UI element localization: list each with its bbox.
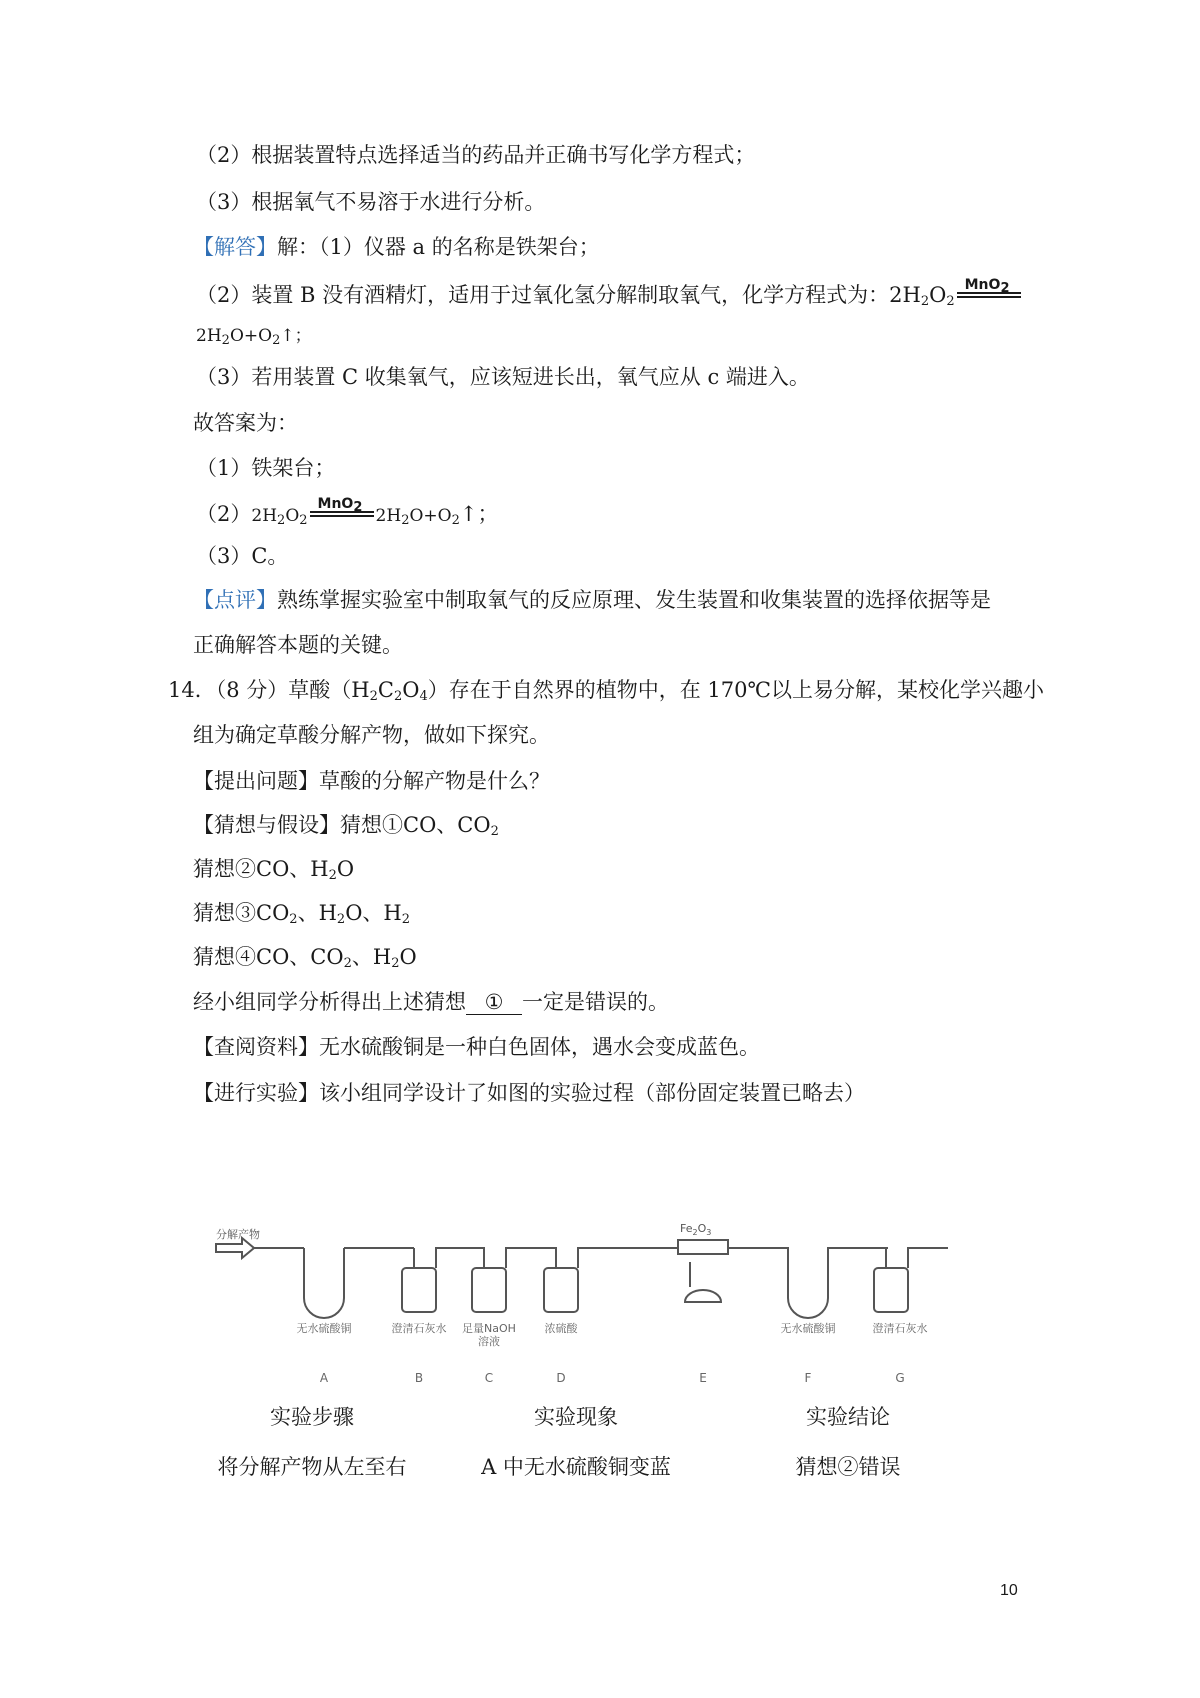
label-b: 澄清石灰水 <box>391 1322 447 1335</box>
answer-line <box>193 232 600 262</box>
question-14: 14．（8 分）草酸$(H_2C_2O_4)$存在于自然界的植物中，在 170℃以上易分解，某校化学兴趣小 <box>168 678 1044 704</box>
table-cell-phenomenon: A 中无水硫酸铜变蓝 <box>481 1455 671 1479</box>
letter-b: B <box>414 1371 424 1385</box>
line-8: （1）铁架台； <box>196 456 336 480</box>
label-c: 足量NaOH <box>462 1322 516 1335</box>
apparatus-diagram <box>210 1222 970 1392</box>
letter-c: C <box>484 1371 494 1385</box>
table-header-phenomenon: 实验现象 <box>534 1405 618 1429</box>
label-g: 澄清石灰水 <box>872 1322 928 1335</box>
answer-text: 解：（1）仪器 a 的名称是铁架台； <box>277 235 600 259</box>
catalyst-mark: MnO$_2$ <box>957 278 1021 306</box>
conclude-line: 经小组同学分析得出上述猜想 ① 一定是错误的。 <box>193 990 669 1014</box>
guess-3: 猜想$③CO_2$、$H_2O$、$H_2$ <box>193 901 410 927</box>
label-c2: 溶液 <box>478 1335 500 1348</box>
comment-line: 【点评】熟练掌握实验室中制取氧气的反应原理、发生装置和收集装置的选择依据等是 <box>193 588 991 612</box>
guess-2: 猜想②CO、$H_2O$ <box>193 857 355 883</box>
diagram-fe-label: $Fe_2O_3$ <box>680 1222 712 1237</box>
line-2: （3）根据氧气不易溶于水进行分析。 <box>196 190 546 214</box>
table-cell-step: 将分解产物从左至右 <box>217 1455 407 1479</box>
comment-tag: 【点评】 <box>193 588 277 612</box>
letter-f: F <box>804 1371 812 1385</box>
experiment-line: 【进行实验】该小组同学设计了如图的实验过程（部份固定装置已略去） <box>193 1081 865 1105</box>
line-9: $(2)2H_2O_2$ MnO$_2$ $2H_2O+O_2↑$； <box>196 496 499 528</box>
label-a: 无水硫酸铜 <box>296 1322 352 1335</box>
letter-g: G <box>895 1371 905 1385</box>
letter-e: E <box>699 1371 707 1385</box>
diagram-inlet-label: 分解产物 <box>216 1228 260 1241</box>
catalyst-mark-2: MnO$_2$ <box>310 497 374 525</box>
data-line: 【查阅资料】无水硫酸铜是一种白色固体，遇水会变成蓝色。 <box>193 1035 760 1059</box>
letter-a: A <box>319 1371 329 1385</box>
line-6: （3）若用装置 C 收集氧气，应该短进长出，氧气应从 c 端进入。 <box>196 365 810 389</box>
line-1: （2）根据装置特点选择适当的药品并正确书写化学方程式； <box>196 143 756 167</box>
guess-4: 猜想④CO、$CO_2$、$H_2O$ <box>193 945 417 971</box>
eq-reactant: $2H_2O_2$ <box>889 283 955 309</box>
equation-line-2: $2H_2O+O_2↑$； <box>196 326 312 348</box>
table-header-conclusion: 实验结论 <box>806 1405 890 1429</box>
guess-1: 【猜想与假设】猜想①CO、$CO_2$ <box>193 813 499 839</box>
table-cell-conclusion: 猜想②错误 <box>795 1455 901 1479</box>
line-10: （3）C。 <box>196 544 289 568</box>
equation-intro: （2）装置 B 没有酒精灯，适用于过氧化氢分解制取氧气，化学方程式为： <box>196 283 890 307</box>
equation-line-1 <box>196 278 1023 317</box>
comment-line-2: 正确解答本题的关键。 <box>193 633 403 657</box>
answer-tag: 【解答】 <box>193 235 277 259</box>
question-14-cont: 组为确定草酸分解产物，做如下探究。 <box>193 723 550 747</box>
page-number: 10 <box>1000 1582 1018 1599</box>
label-f: 无水硫酸铜 <box>780 1322 836 1335</box>
letter-d: D <box>556 1371 566 1385</box>
answer-blank: ① <box>466 990 522 1015</box>
label-d: 浓硫酸 <box>544 1322 578 1335</box>
ask-line: 【提出问题】草酸的分解产物是什么？ <box>193 769 550 793</box>
line-7: 故答案为： <box>193 411 298 435</box>
table-header-step: 实验步骤 <box>270 1405 354 1429</box>
